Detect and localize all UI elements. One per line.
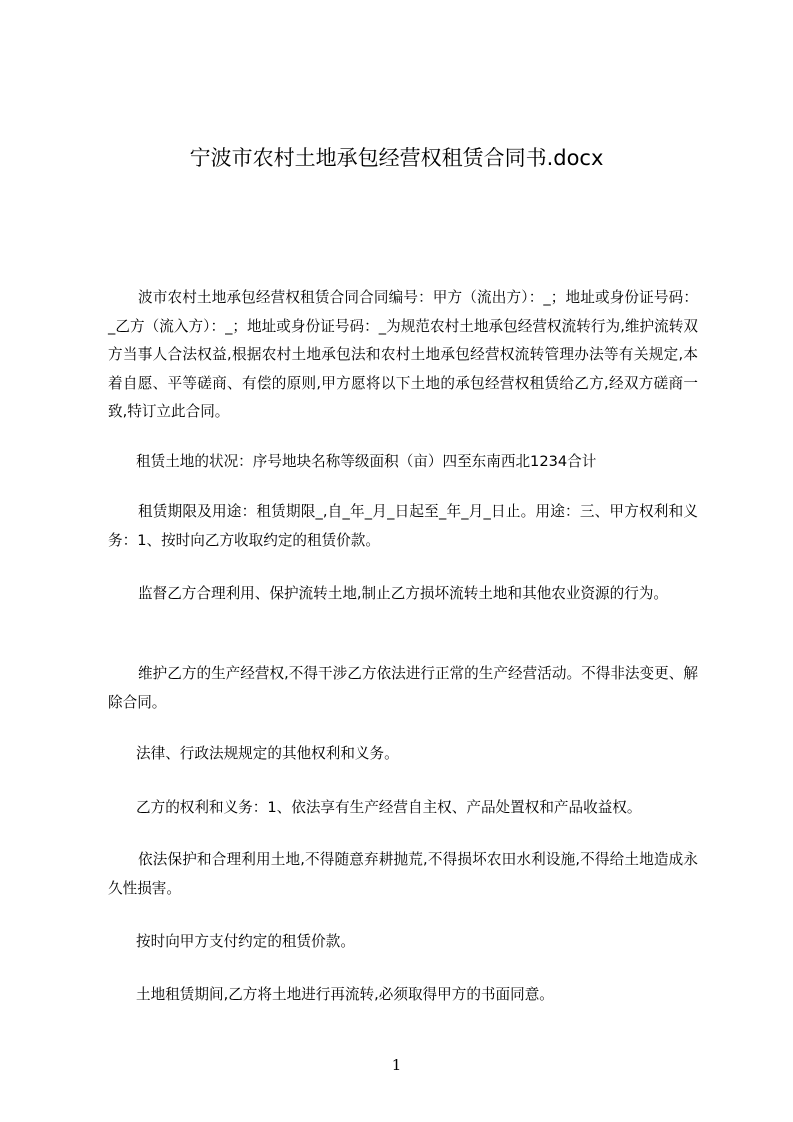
paragraph-lease-term: 租赁期限及用途：租赁期限_,自_年_月_日起至_年_月_日止。用途：三、甲方权利和义务：1、按时向乙方收取约定的租赁价款。 [108,503,698,549]
paragraph-supervise: 监督乙方合理利用、保护流转土地,制止乙方损坏流转土地和其他农业资源的行为。 [138,585,669,602]
paragraph-land-protection: 依法保护和合理利用土地,不得随意弃耕抛荒,不得损坏农田水利设施,不得给土地造成永久性损害。 [108,851,698,897]
paragraph-payment: 按时向甲方支付约定的租赁价款。 [136,933,355,950]
document-title: 宁波市农村土地承包经营权租赁合同书.docx [189,146,604,170]
paragraph-other-rights: 法律、行政法规规定的其他权利和义务。 [136,745,399,762]
page-number: 1 [391,1056,402,1074]
paragraph-land-status: 租赁土地的状况：序号地块名称等级面积（亩）四至东南西北1234合计 [136,453,597,470]
paragraph-preamble: 波市农村土地承包经营权租赁合同合同编号：甲方（流出方）：_；地址或身份证号码：_乙方（流入方）：_；地址或身份证号码：_为规范农村土地承包经营权流转行为,维护流转双方当事人合法权益,根据农村土地承包法和农村土地承包经营权流转管理办法等有关规定,本着自愿、平等磋商、有偿的原则,甲方愿将以下土地的承包经营权租赁给乙方,经双方磋商一致,特订立此合同。 [108,289,698,420]
paragraph-protect-rights: 维护乙方的生产经营权,不得干涉乙方依法进行正常的生产经营活动。不得非法变更、解除合同。 [108,665,698,711]
paragraph-re-transfer: 土地租赁期间,乙方将土地进行再流转,必须取得甲方的书面同意。 [136,986,554,1003]
paragraph-party-b-rights: 乙方的权利和义务：1、依法享有生产经营自主权、产品处置权和产品收益权。 [136,799,642,816]
